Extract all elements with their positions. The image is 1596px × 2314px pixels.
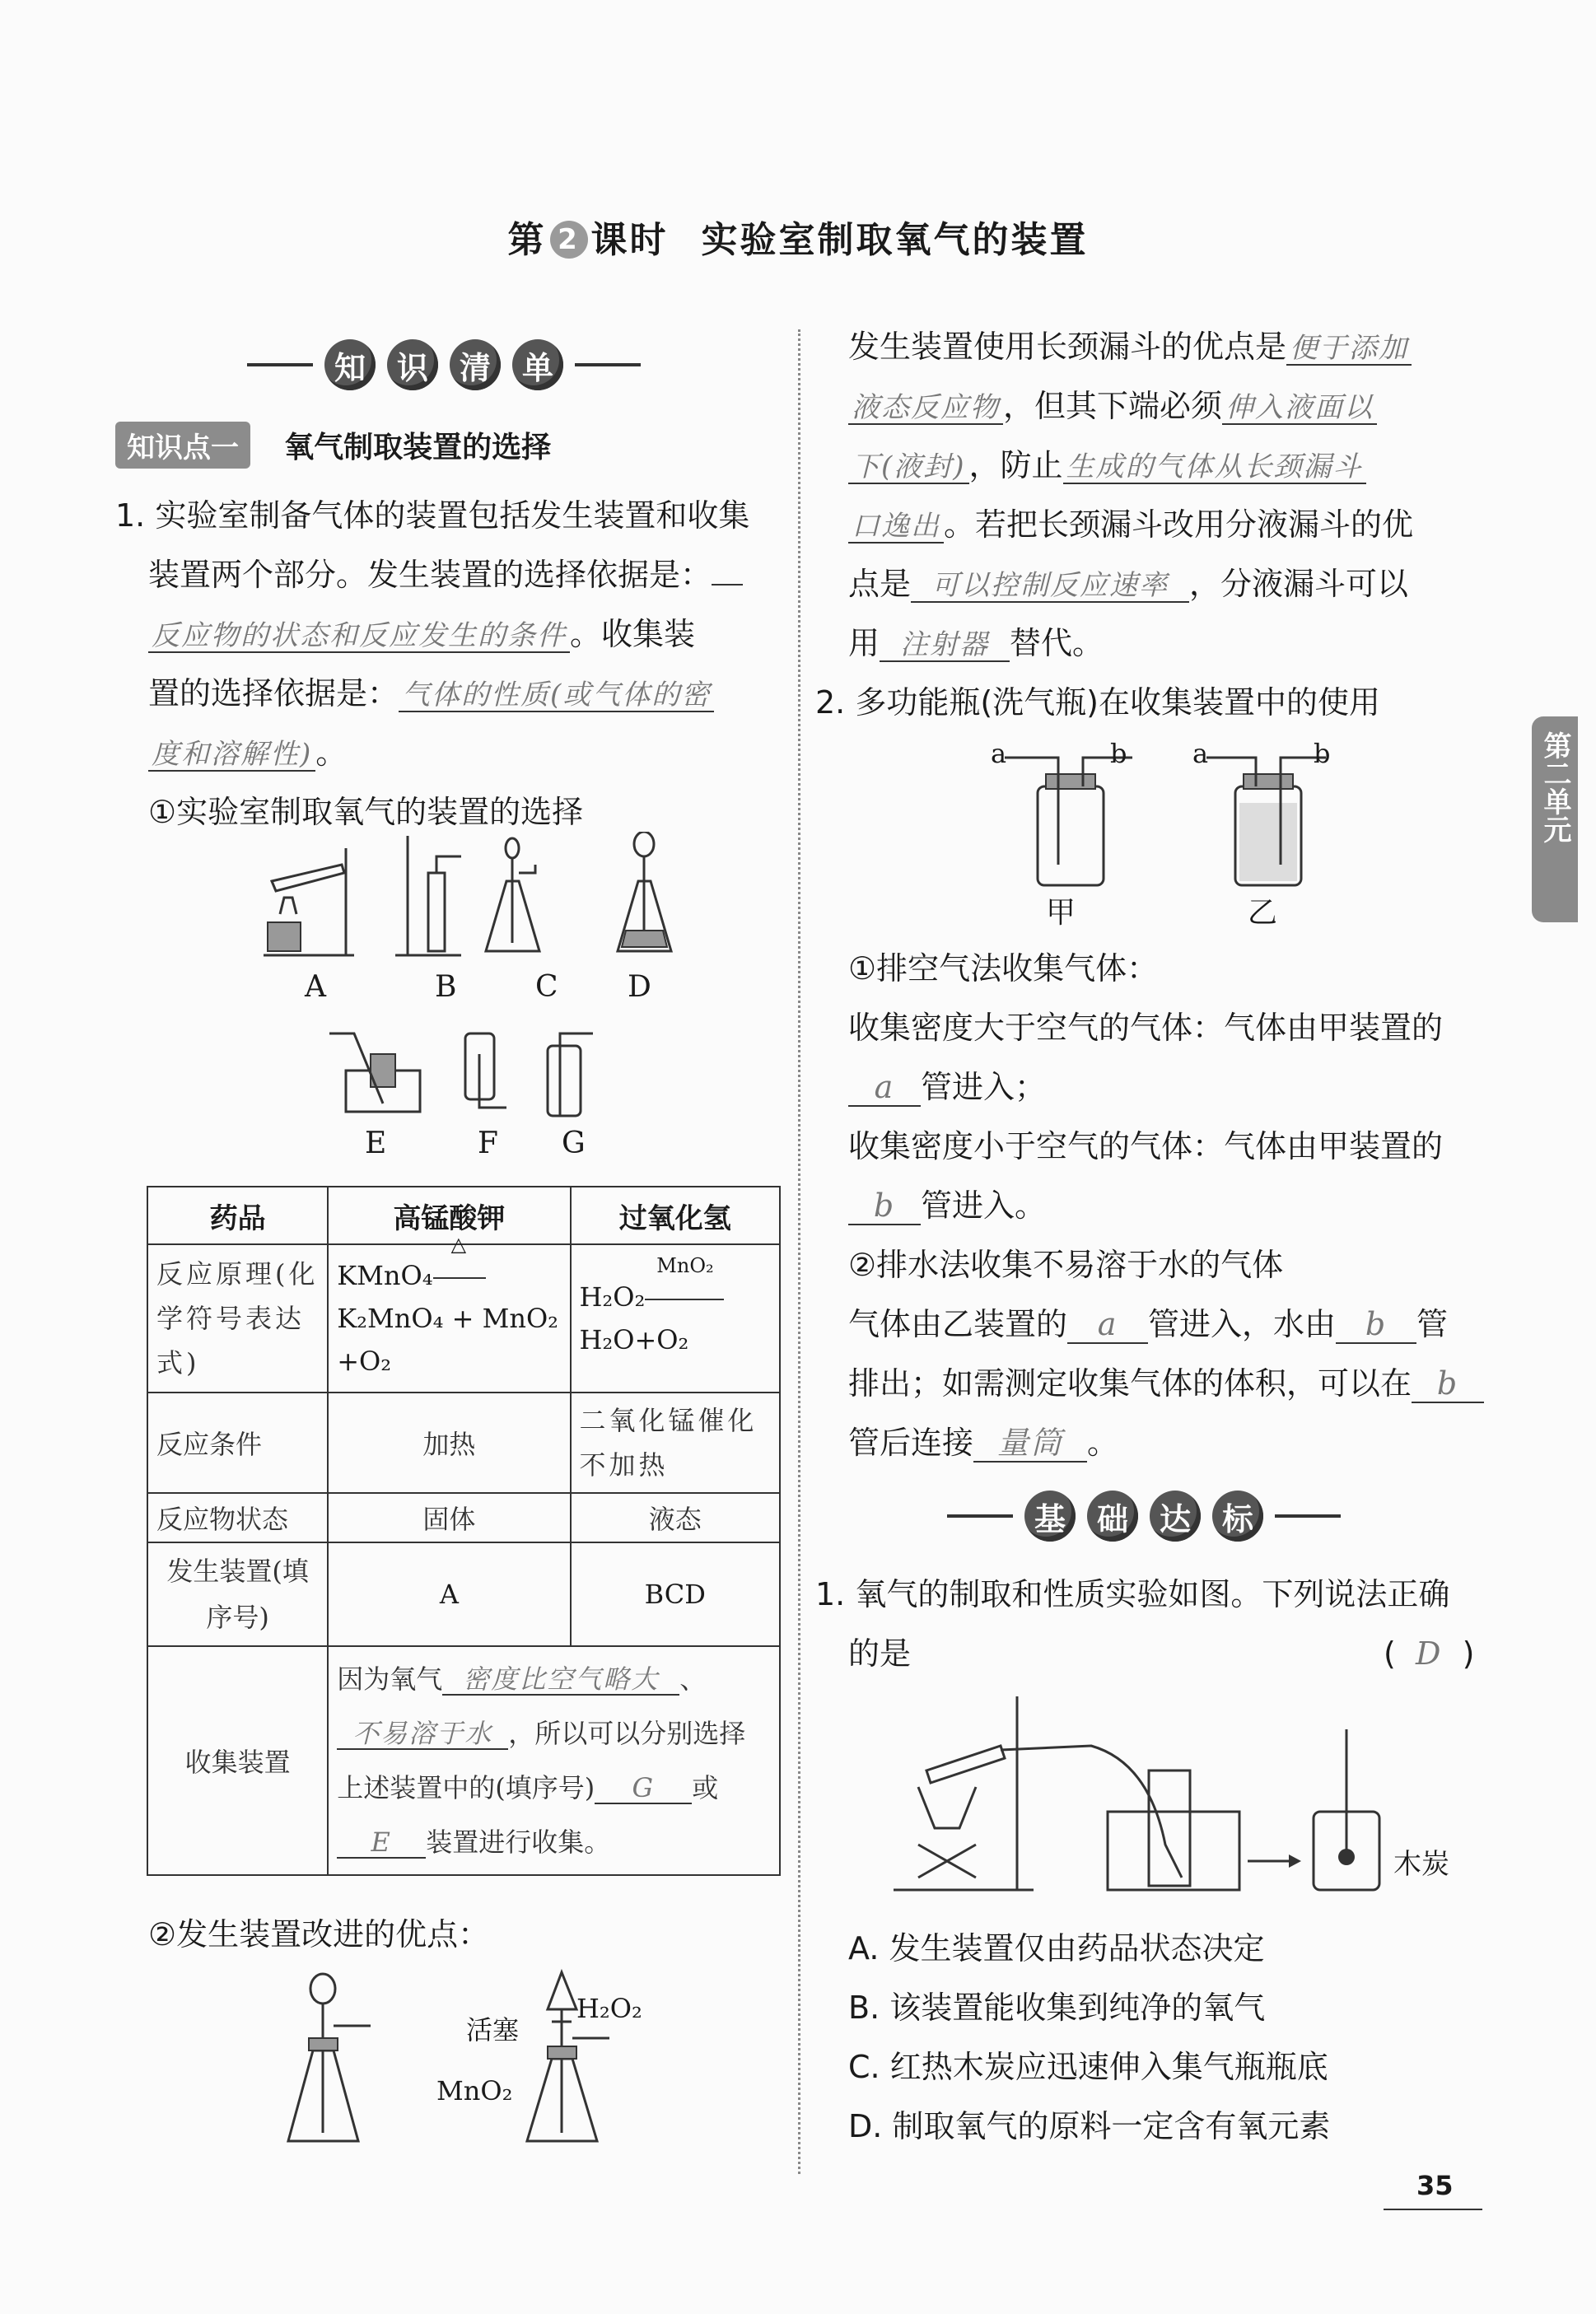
bottle-yi-label-b: b [1314, 738, 1331, 769]
h2o2-label: H₂O₂ [576, 1993, 642, 2024]
answer-collect-g: G [595, 1774, 692, 1804]
r-line2: 液态反应物 ，但其下端必须 伸入液面以 [848, 376, 1377, 436]
apparatus-label-f: F [478, 1127, 498, 1160]
answer-advantage-a: 便于添加 [1286, 334, 1412, 366]
option-b: B. 该装置能收集到纯净的氧气 [848, 1990, 1266, 2026]
comparison-table [147, 1186, 781, 1876]
answer-basis-collection-a: 气体的性质(或气体的密 [399, 680, 714, 712]
q2-heading: 2. 多功能瓶(洗气瓶)在收集装置中的使用 [815, 684, 1380, 721]
answer-water-gas-inlet: a [1067, 1308, 1148, 1344]
apparatus-c-icon [486, 838, 539, 951]
row-label: 反应物状态 [147, 1493, 328, 1542]
q1-sub2: ②发生装置改进的优点： [148, 1916, 490, 1952]
unit-side-tab: 第二单元 [1532, 716, 1578, 922]
bottle-yi-icon [1206, 758, 1326, 885]
heating-tube-icon [894, 1696, 1182, 1890]
answer-dense-inlet: a [848, 1071, 921, 1107]
answer-liquid-seal-a: 伸入液面以 [1222, 393, 1377, 425]
answer-measure-tube: b [1412, 1367, 1484, 1403]
page-title: 第 2 课时 实验室制取氧气的装置 [507, 219, 1089, 261]
bottle-jia-label-a: a [991, 738, 1007, 769]
cell-value: A [328, 1542, 570, 1646]
q1-sub1: ①实验室制取氧气的装置的选择 [148, 794, 584, 830]
q1-line3: 反应物的状态和反应发生的条件 。收集装 [148, 604, 695, 664]
row-label: 反应条件 [147, 1393, 328, 1493]
gas-jar-charcoal-icon [1314, 1729, 1379, 1890]
apparatus-f-icon [465, 1033, 506, 1108]
apparatus-label-g: G [562, 1127, 586, 1160]
answer-solubility: 不易溶于水 [337, 1719, 508, 1750]
apparatus-label-a: A [305, 970, 326, 1004]
table-row [147, 1244, 780, 1393]
water-trough-icon [1108, 1770, 1239, 1890]
lesson-number-badge: 2 [550, 221, 588, 259]
option-d: D. 制取氧气的原料一定含有氧元素 [848, 2108, 1331, 2144]
cell-collection-reason: 因为氧气 密度比空气略大 、 不易溶于水 ，所以可以分别选择 上述装置中的(填序号) G 或 E 装置进行收集。 [328, 1646, 780, 1875]
apparatus-e-icon [329, 1033, 420, 1112]
cell-value: 二氧化锰催化不加热 [571, 1393, 781, 1493]
table-row [147, 1393, 780, 1493]
answer-liquid-seal-b: 下(液封) [848, 452, 969, 484]
knowledge-tag: 知识点一 [115, 422, 250, 469]
exercise-1-stem: 1. 氧气的制取和性质实验如图。下列说法正确 [815, 1576, 1450, 1612]
q1-line5: 度和溶解性) 。 [148, 723, 347, 782]
answer-density: 密度比空气略大 [442, 1665, 679, 1696]
apparatus-label-d: D [628, 970, 651, 1004]
cell-value: 加热 [328, 1393, 570, 1493]
page-number: 35 [1416, 2170, 1454, 2201]
table-header: 药品 [147, 1187, 328, 1244]
bottle-jia-icon [1005, 758, 1132, 885]
table-row [147, 1646, 780, 1875]
option-c: C. 红热木炭应迅速伸入集气瓶瓶底 [848, 2049, 1328, 2085]
cell-value: 固体 [328, 1493, 570, 1542]
answer-basis-generation: 反应物的状态和反应发生的条件 [148, 621, 570, 653]
charcoal-label: 木炭 [1393, 1848, 1449, 1881]
exercise-1-stem-2: 的是 [848, 1635, 912, 1672]
q2-s7: 管后连接 量筒 。 [848, 1425, 1119, 1461]
answer-collect-e: E [337, 1828, 426, 1859]
long-neck-funnel-flask-icon [288, 1974, 371, 2141]
r-line1: 发生装置使用长颈漏斗的优点是 便于添加 [848, 317, 1412, 376]
section-banner-knowledge: 知 识 清 单 [247, 339, 641, 390]
mno2-label: MnO₂ [436, 2075, 513, 2106]
answer-prevent-a: 生成的气体从长颈漏斗 [1063, 452, 1366, 484]
answer-basis-collection-b: 度和溶解性) [148, 739, 315, 772]
q1-line4: 置的选择依据是： 气体的性质(或气体的密 [148, 664, 714, 723]
knowledge-title: 氧气制取装置的选择 [284, 431, 552, 464]
apparatus-a-icon [264, 848, 354, 955]
exercise-1-answer: ( D ) [1384, 1635, 1475, 1672]
bottle-yi-label-a: a [1192, 738, 1209, 769]
section-banner-basics: 基 础 达 标 [947, 1491, 1341, 1542]
cell-value: 液态 [571, 1493, 781, 1542]
bottle-jia-name: 甲 [1046, 896, 1076, 930]
cell-kmno4-equation: KMnO₄ △ K₂MnO₄ + MnO₂ +O₂ [328, 1244, 570, 1393]
q2-s5: 气体由乙装置的 a 管进入，水由 b 管 [848, 1306, 1449, 1342]
cell-h2o2-equation: H₂O₂ MnO₂ H₂O+O₂ [571, 1244, 781, 1393]
knowledge-point-heading [115, 422, 551, 469]
arrow-icon [1248, 1854, 1301, 1868]
q2-s6: 排出；如需测定收集气体的体积，可以在 b [848, 1354, 1484, 1413]
table-row [147, 1493, 780, 1542]
apparatus-label-c: C [535, 970, 558, 1004]
q2-s4: ②排水法收集不易溶于水的气体 [848, 1247, 1284, 1283]
q2-s3-ans: b 管进入。 [848, 1176, 1046, 1235]
apparatus-figure-efg [321, 1025, 609, 1124]
answer-control-rate: 可以控制反应速率 [911, 571, 1189, 603]
q2-s1: ①排空气法收集气体： [848, 950, 1159, 987]
r-line6: 用 注射器 替代。 [848, 625, 1104, 661]
answer-prevent-b: 口逸出 [848, 511, 944, 544]
row-label: 反应原理(化学符号表达式) [147, 1244, 328, 1393]
column-divider [798, 329, 800, 2174]
table-row [147, 1542, 780, 1646]
r-line5: 点是 可以控制反应速率 ，分液漏斗可以 [848, 566, 1409, 602]
multi-function-bottles-figure [988, 741, 1334, 889]
apparatus-g-icon [548, 1033, 593, 1116]
page-number-rule [1384, 2209, 1482, 2210]
answer-water-outlet: b [1336, 1308, 1416, 1344]
cell-value: BCD [571, 1542, 781, 1646]
apparatus-d-icon [618, 832, 671, 951]
apparatus-label-b: B [435, 970, 457, 1004]
bottle-yi-name: 乙 [1248, 896, 1278, 930]
apparatus-b-icon [395, 836, 461, 955]
apparatus-figure-abcd [247, 832, 675, 963]
row-label: 发生装置(填序号) [147, 1542, 328, 1646]
q1-line1: 1. 实验室制备气体的装置包括发生装置和收集 [115, 497, 750, 534]
q2-s2: 收集密度大于空气的气体：气体由甲装置的 [848, 1010, 1444, 1046]
r-line4: 口逸出 。若把长颈漏斗改用分液漏斗的优 [848, 495, 1413, 554]
table-header: 高锰酸钾 [328, 1187, 570, 1244]
row-label: 收集装置 [147, 1646, 328, 1875]
answer-light-inlet: b [848, 1189, 921, 1225]
answer-measuring-cylinder: 量筒 [973, 1426, 1087, 1463]
answer-syringe: 注射器 [880, 630, 1010, 662]
table-header: 过氧化氢 [571, 1187, 781, 1244]
bottle-jia-label-b: b [1110, 738, 1127, 769]
q2-s3: 收集密度小于空气的气体：气体由甲装置的 [848, 1128, 1444, 1164]
q2-s2-ans: a 管进入； [848, 1057, 1046, 1117]
r-line3: 下(液封) ，防止 生成的气体从长颈漏斗 [848, 436, 1366, 495]
apparatus-label-e: E [365, 1127, 387, 1160]
q1-line2: 装置两个部分。发生装置的选择依据是： [148, 545, 743, 604]
option-a: A. 发生装置仅由药品状态决定 [848, 1930, 1265, 1966]
stopcock-label: 活塞 [466, 2014, 520, 2046]
answer-advantage-b: 液态反应物 [848, 393, 1003, 425]
